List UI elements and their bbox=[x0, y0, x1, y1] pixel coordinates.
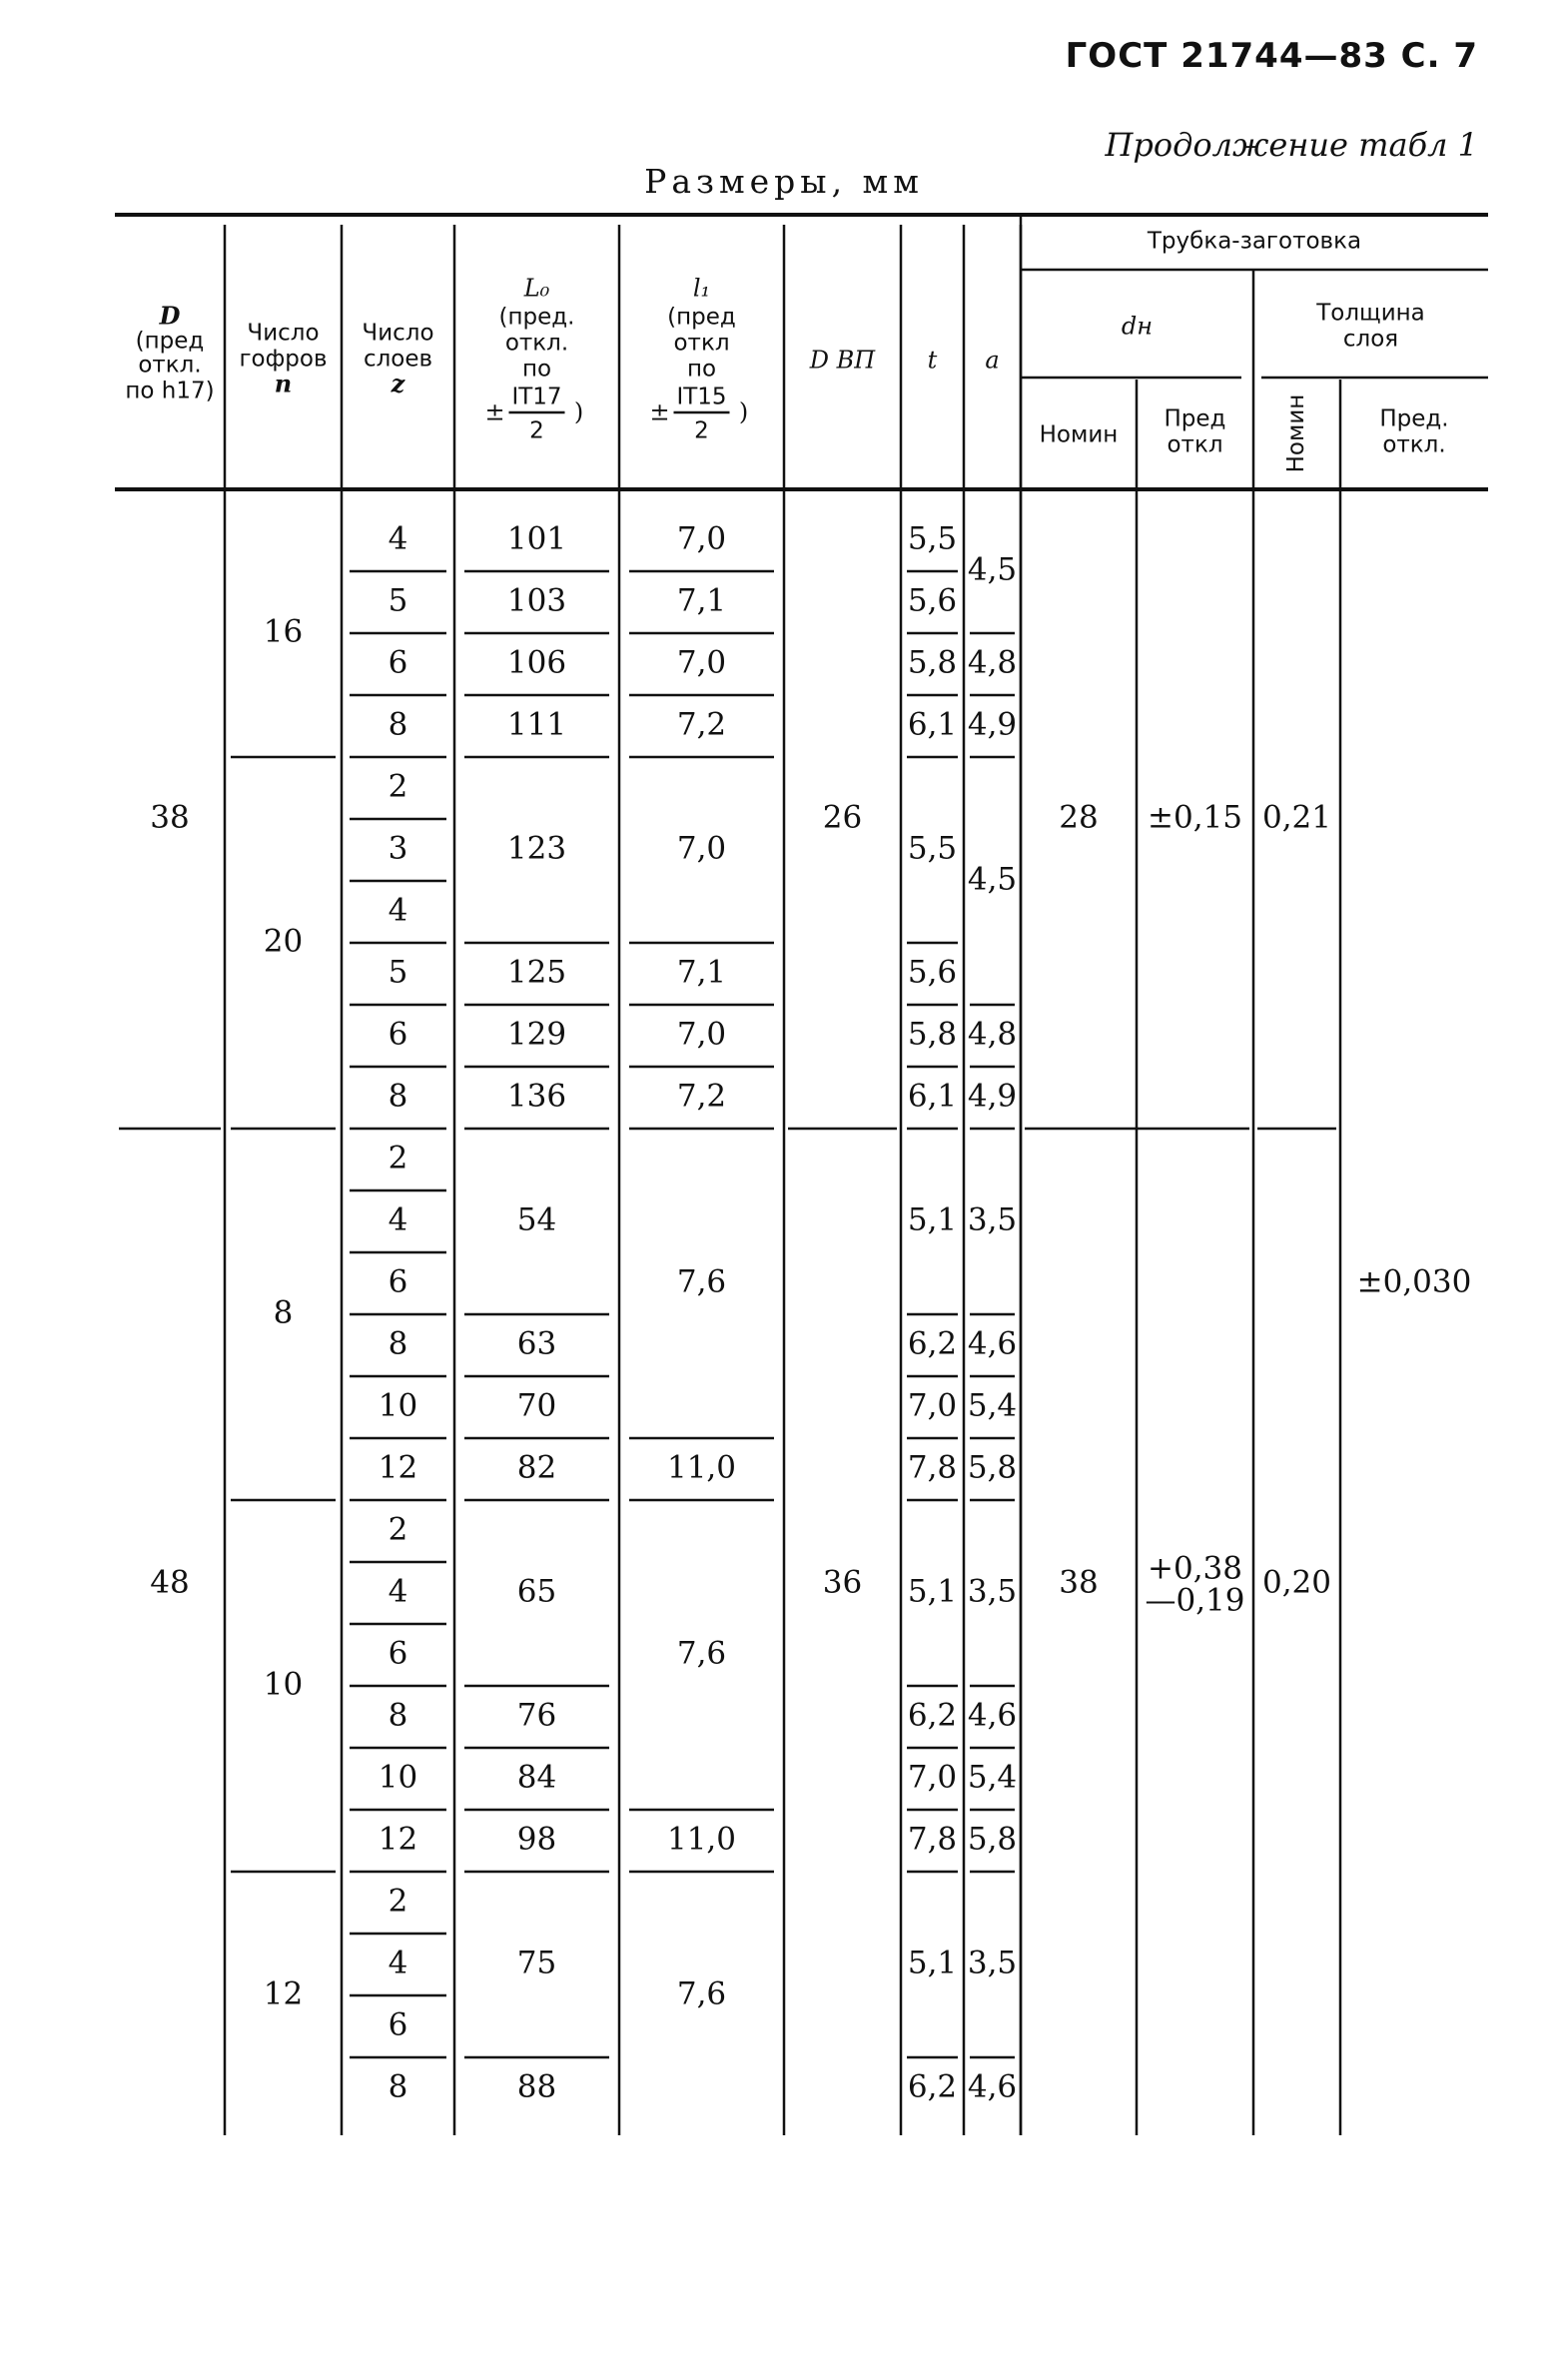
cell-z: 2 bbox=[388, 768, 408, 805]
D-header-line: (пред bbox=[135, 328, 205, 355]
L0-header-paren: ) bbox=[573, 397, 584, 426]
l1-header: (пред bbox=[667, 304, 736, 331]
l1-header-den: 2 bbox=[694, 417, 709, 444]
cell-t: 5,6 bbox=[907, 954, 958, 991]
L0-header: откл. bbox=[504, 330, 569, 357]
cell-L0: 129 bbox=[506, 1016, 567, 1053]
cell-z: 10 bbox=[378, 1759, 418, 1796]
thickness-deviation-header: откл. bbox=[1382, 431, 1446, 458]
cell-z: 12 bbox=[378, 1449, 418, 1486]
thickness-deviation-header: Пред. bbox=[1379, 405, 1449, 432]
units-caption: Размеры, мм bbox=[644, 162, 924, 201]
dn-deviation-header: Пред bbox=[1164, 405, 1226, 432]
dn-nominal-header: Номин bbox=[1039, 421, 1119, 448]
cell-dn-nominal: 28 bbox=[1059, 799, 1099, 836]
t-header: t bbox=[927, 346, 938, 375]
cell-z: 6 bbox=[388, 644, 408, 681]
cell-l1: 7,0 bbox=[676, 644, 727, 681]
cell-z: 5 bbox=[388, 954, 408, 991]
cell-z: 2 bbox=[388, 1511, 408, 1548]
cell-L0: 125 bbox=[506, 954, 567, 991]
cell-t: 5,1 bbox=[907, 1201, 958, 1238]
z-header-symbol: z bbox=[391, 369, 405, 398]
l1-header: по bbox=[686, 356, 717, 383]
cell-t: 6,2 bbox=[907, 1697, 958, 1734]
cell-z: 8 bbox=[388, 706, 408, 743]
table-continuation-note: Продолжение табл 1 bbox=[1105, 126, 1478, 164]
cell-z: 4 bbox=[388, 1201, 408, 1238]
cell-dn-nominal: 38 bbox=[1059, 1564, 1099, 1601]
cell-L0: 101 bbox=[506, 520, 567, 557]
cell-z: 6 bbox=[388, 1635, 408, 1672]
cell-thickness-nominal: 0,21 bbox=[1261, 799, 1332, 836]
cell-z: 4 bbox=[388, 892, 408, 929]
cell-a: 4,6 bbox=[967, 1697, 1018, 1734]
l1-header-symbol: l₁ bbox=[692, 274, 711, 303]
table-rules bbox=[115, 215, 1488, 2135]
thickness-nominal-header: Номин bbox=[1283, 393, 1309, 473]
cell-t: 5,8 bbox=[907, 644, 958, 681]
cell-D: 48 bbox=[150, 1564, 190, 1601]
cell-t: 7,0 bbox=[907, 1387, 958, 1424]
cell-z: 12 bbox=[378, 1821, 418, 1858]
cell-a: 4,6 bbox=[967, 1325, 1018, 1362]
cell-a: 3,5 bbox=[967, 1945, 1018, 1981]
cell-L0: 103 bbox=[506, 582, 567, 619]
cell-L0: 98 bbox=[516, 1821, 557, 1858]
cell-l1: 7,1 bbox=[676, 582, 727, 619]
n-header-symbol: n bbox=[274, 369, 293, 398]
cell-a: 4,8 bbox=[967, 1016, 1018, 1053]
cell-l1: 7,2 bbox=[676, 706, 727, 743]
cell-t: 7,8 bbox=[907, 1821, 958, 1858]
L0-header: (пред. bbox=[498, 304, 575, 331]
cell-L0: 65 bbox=[516, 1573, 557, 1610]
cell-thickness-deviation: ±0,030 bbox=[1356, 1263, 1472, 1300]
cell-t: 5,5 bbox=[907, 520, 958, 557]
cell-dn-deviation: —0,19 bbox=[1145, 1582, 1245, 1619]
L0-header-den: 2 bbox=[529, 417, 544, 444]
cell-z: 6 bbox=[388, 1263, 408, 1300]
cell-t: 5,8 bbox=[907, 1016, 958, 1053]
cell-a: 4,9 bbox=[967, 1078, 1018, 1115]
cell-z: 2 bbox=[388, 1883, 408, 1920]
cell-z: 6 bbox=[388, 1016, 408, 1053]
cell-D: 38 bbox=[150, 799, 190, 836]
cell-L0: 75 bbox=[516, 1945, 557, 1981]
cell-t: 6,2 bbox=[907, 2068, 958, 2105]
cell-L0: 123 bbox=[506, 830, 567, 867]
table-text bbox=[125, 229, 1471, 2105]
cell-L0: 82 bbox=[516, 1449, 557, 1486]
cell-a: 4,8 bbox=[967, 644, 1018, 681]
cell-n: 10 bbox=[263, 1666, 304, 1703]
Dvp-header: D ВП bbox=[809, 346, 876, 375]
cell-a: 5,8 bbox=[967, 1449, 1018, 1486]
cell-l1: 7,0 bbox=[676, 830, 727, 867]
z-header: Число bbox=[362, 320, 434, 347]
l1-header-num: IT15 bbox=[676, 384, 727, 410]
cell-l1: 7,6 bbox=[676, 1975, 727, 2012]
document-reference: ГОСТ 21744—83 С. 7 bbox=[1065, 36, 1478, 76]
cell-l1: 7,0 bbox=[676, 1016, 727, 1053]
thickness-header: Толщина bbox=[1316, 300, 1425, 327]
dn-deviation-header: откл bbox=[1167, 431, 1223, 458]
cell-L0: 63 bbox=[516, 1325, 557, 1362]
cell-t: 5,6 bbox=[907, 582, 958, 619]
cell-l1: 11,0 bbox=[666, 1449, 737, 1486]
n-header: гофров bbox=[239, 346, 328, 373]
cell-t: 7,8 bbox=[907, 1449, 958, 1486]
cell-L0: 70 bbox=[516, 1387, 557, 1424]
cell-z: 4 bbox=[388, 1945, 408, 1981]
L0-header-num: IT17 bbox=[511, 384, 562, 410]
cell-t: 5,1 bbox=[907, 1573, 958, 1610]
tube-blank-header: Трубка-заготовка bbox=[1147, 228, 1362, 255]
cell-L0: 54 bbox=[516, 1201, 557, 1238]
cell-a: 5,4 bbox=[967, 1387, 1018, 1424]
cell-a: 4,5 bbox=[967, 861, 1018, 898]
L0-header-pm: ± bbox=[484, 397, 505, 426]
cell-a: 5,4 bbox=[967, 1759, 1018, 1796]
cell-t: 5,1 bbox=[907, 1945, 958, 1981]
cell-L0: 106 bbox=[506, 644, 567, 681]
D-header-line: по h17) bbox=[125, 378, 215, 404]
l1-header: откл bbox=[673, 330, 730, 357]
cell-a: 5,8 bbox=[967, 1821, 1018, 1858]
cell-t: 7,0 bbox=[907, 1759, 958, 1796]
D-header: D bbox=[159, 301, 181, 331]
cell-l1: 7,6 bbox=[676, 1635, 727, 1672]
cell-l1: 7,2 bbox=[676, 1078, 727, 1115]
cell-thickness-nominal: 0,20 bbox=[1261, 1564, 1332, 1601]
n-header: Число bbox=[247, 320, 320, 347]
l1-header-paren: ) bbox=[738, 397, 749, 426]
cell-l1: 11,0 bbox=[666, 1821, 737, 1858]
z-header: слоев bbox=[363, 346, 433, 373]
D-header-line: откл. bbox=[138, 352, 202, 379]
cell-z: 6 bbox=[388, 2006, 408, 2043]
cell-z: 8 bbox=[388, 1078, 408, 1115]
cell-z: 3 bbox=[388, 830, 408, 867]
dn-header: dн bbox=[1121, 312, 1154, 341]
cell-z: 2 bbox=[388, 1140, 408, 1177]
l1-header-pm: ± bbox=[649, 397, 670, 426]
cell-L0: 76 bbox=[516, 1697, 557, 1734]
cell-L0: 111 bbox=[506, 706, 567, 743]
cell-a: 3,5 bbox=[967, 1201, 1018, 1238]
cell-z: 4 bbox=[388, 520, 408, 557]
cell-L0: 88 bbox=[516, 2068, 557, 2105]
cell-l1: 7,6 bbox=[676, 1263, 727, 1300]
cell-n: 20 bbox=[263, 923, 304, 960]
cell-z: 8 bbox=[388, 1325, 408, 1362]
cell-a: 4,9 bbox=[967, 706, 1018, 743]
cell-Dvp: 36 bbox=[822, 1564, 863, 1601]
a-header: a bbox=[985, 346, 1000, 375]
cell-a: 4,6 bbox=[967, 2068, 1018, 2105]
cell-Dvp: 26 bbox=[822, 799, 863, 836]
cell-t: 5,5 bbox=[907, 830, 958, 867]
cell-z: 10 bbox=[378, 1387, 418, 1424]
cell-a: 4,5 bbox=[967, 551, 1018, 588]
cell-t: 6,1 bbox=[907, 706, 958, 743]
cell-z: 4 bbox=[388, 1573, 408, 1610]
cell-t: 6,1 bbox=[907, 1078, 958, 1115]
cell-z: 8 bbox=[388, 2068, 408, 2105]
cell-n: 12 bbox=[263, 1975, 304, 2012]
cell-l1: 7,1 bbox=[676, 954, 727, 991]
cell-n: 16 bbox=[263, 613, 304, 650]
L0-header: по bbox=[521, 356, 552, 383]
cell-dn-deviation: ±0,15 bbox=[1148, 799, 1242, 836]
cell-l1: 7,0 bbox=[676, 520, 727, 557]
cell-z: 5 bbox=[388, 582, 408, 619]
cell-t: 6,2 bbox=[907, 1325, 958, 1362]
cell-z: 8 bbox=[388, 1697, 408, 1734]
cell-L0: 136 bbox=[506, 1078, 567, 1115]
cell-n: 8 bbox=[273, 1294, 294, 1331]
cell-dn-deviation: +0,38 bbox=[1148, 1550, 1242, 1587]
cell-L0: 84 bbox=[516, 1759, 557, 1796]
cell-a: 3,5 bbox=[967, 1573, 1018, 1610]
thickness-header: слоя bbox=[1342, 326, 1399, 353]
L0-header-symbol: L₀ bbox=[523, 274, 550, 303]
